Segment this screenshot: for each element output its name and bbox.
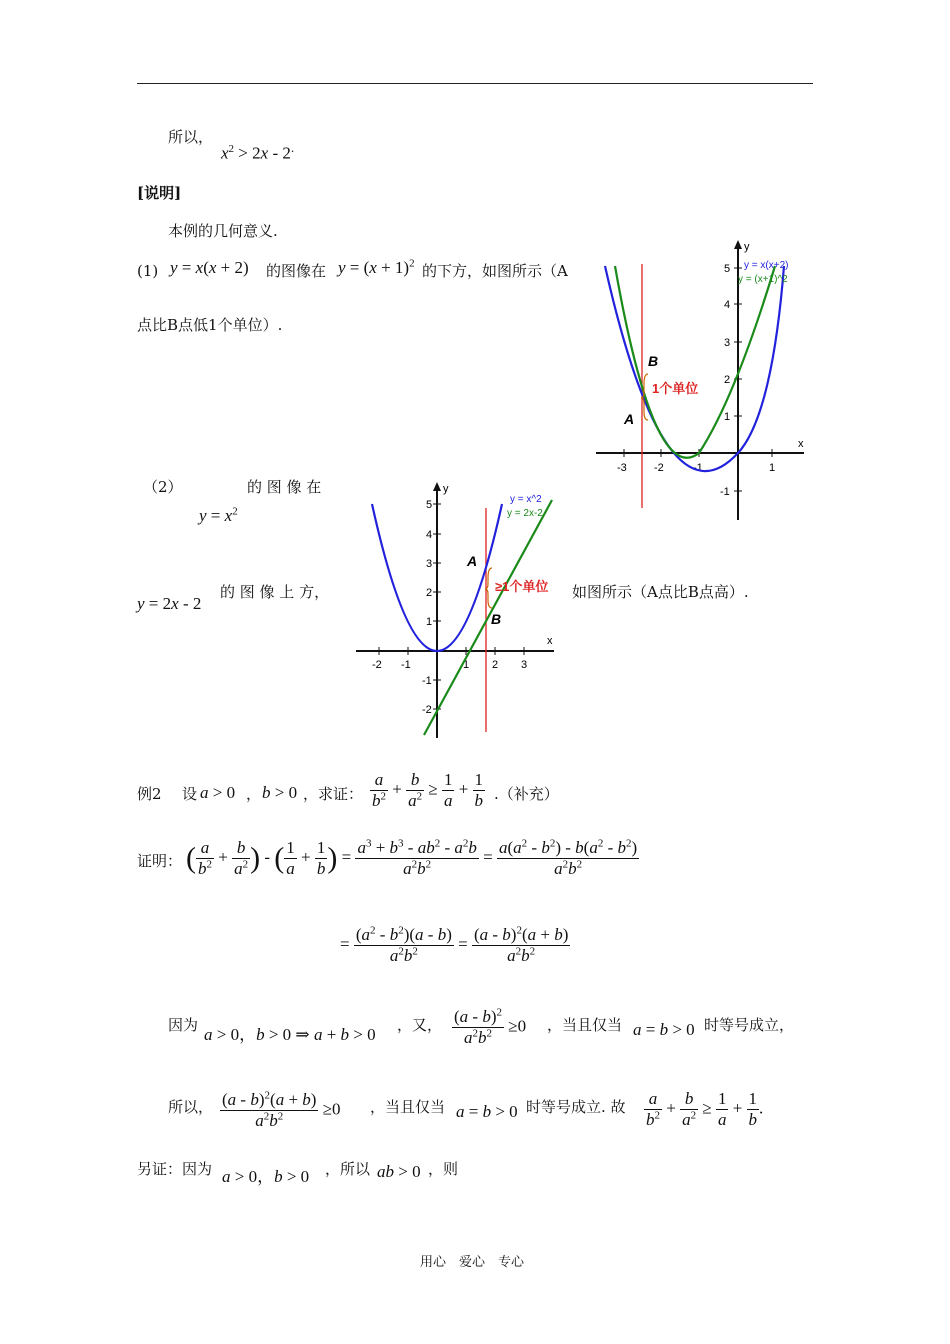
item2-number: （2）: [143, 478, 183, 496]
proof-eq-hold: 时等号成立，: [704, 1016, 795, 1034]
graph1-xtick: -1: [693, 462, 703, 474]
graph1-ytick: -1: [720, 486, 730, 498]
alt-proof-start: 另证：因为: [137, 1160, 213, 1178]
proof-conds: a > 0，b > 0 ⇒ a + b > 0: [204, 1025, 376, 1044]
example2-inequality: $\frac{a}{b^2}$ + $\frac{b}{a^2}$ ≥ $\frac{1}{a}$ + $\frac{1}{b}$: [372, 770, 484, 810]
graph2-point-b: B: [491, 611, 502, 627]
graph1-y-arrow: [734, 240, 742, 249]
graph1-ytick: 3: [724, 337, 731, 349]
line-so-math: $x^2 > 2x - 2^.$: [221, 140, 295, 163]
item1-tail: 的下方，如图所示（A: [422, 262, 568, 280]
graph2-point-a: A: [467, 553, 478, 569]
graph2-y-label: y: [443, 483, 449, 495]
graph2-xtick: -1: [401, 659, 411, 671]
example2-comma2: ，: [303, 785, 319, 803]
graph1-legend-2: y = (x+1)^2: [738, 274, 788, 285]
graph-2: [352, 480, 572, 742]
example2-prove: 求证：: [318, 785, 364, 803]
graph2-ytick: -1: [422, 675, 432, 687]
note-title: [说明]: [137, 184, 182, 202]
item2-tail: 的 图 像 上 方，: [220, 583, 330, 601]
proof-label: 证明：: [137, 852, 183, 870]
item2-mid: 的 图 像 在: [247, 478, 322, 496]
graph1-xtick: 1: [769, 462, 776, 474]
alt-proof-ab: ab > 0: [377, 1162, 421, 1181]
graph2-xtick: 2: [492, 659, 499, 671]
example2-comma: ，: [246, 785, 262, 803]
alt-proof-end: ，则: [428, 1160, 459, 1178]
graph2-ytick: 2: [426, 587, 433, 599]
graph2-xtick: -2: [372, 659, 382, 671]
graph1-curve-2: [615, 266, 775, 458]
proof-iff-2: ，当且仅当: [370, 1098, 446, 1116]
graph1-ytick: 2: [724, 374, 731, 386]
item1-mid: 的图像在: [266, 262, 327, 280]
proof-eq-cond-2: a = b > 0: [456, 1102, 518, 1121]
graph2-ytick: -2: [422, 704, 432, 716]
graph2-y-arrow: [433, 482, 441, 491]
header-rule: [137, 83, 813, 84]
graph2-ytick: 4: [426, 529, 433, 541]
graph1-xtick: -2: [654, 462, 664, 474]
graph2-line-2: [424, 500, 552, 735]
graph2-xtick: 1: [463, 659, 470, 671]
example2-given: 设: [182, 785, 198, 803]
proof-so: 所以，: [168, 1098, 214, 1116]
item2-after-graph: 如图所示（A点比B点高）.: [572, 583, 749, 601]
graph1-ytick: 5: [724, 263, 731, 275]
item2-math-b: y = 2x - 2: [137, 594, 202, 613]
proof-eq-cond: a = b > 0: [633, 1020, 695, 1039]
item1-math-a: y = x(x + 2): [170, 258, 249, 277]
graph1-y-label: y: [744, 241, 750, 253]
proof-iff: ，当且仅当: [547, 1016, 623, 1034]
graph1-x-label: x: [798, 438, 804, 450]
line-so-text: 所以，: [168, 128, 214, 146]
proof-nonneg: $\frac{(a - b)^2}{a^2b^2}$ ≥0: [454, 1006, 527, 1047]
item1-math-b: $y = (x + 1)^2$: [338, 257, 415, 277]
item1-number: (1): [137, 262, 159, 280]
graph1-curve-1: [605, 266, 784, 471]
item2-math-a: $y = x^2$: [199, 505, 238, 525]
page-footer: 用心 爱心 专心: [420, 1255, 525, 1270]
graph1-ytick: 4: [724, 299, 731, 311]
graph2-legend-1: y = x^2: [510, 494, 542, 505]
graph1-ytick: 1: [724, 411, 731, 423]
graph1-xtick: -3: [617, 462, 627, 474]
example2-label: 例2: [137, 785, 162, 803]
item1-line2: 点比B点低1个单位）.: [137, 316, 283, 334]
graph2-unit-label: ≥1个单位: [495, 579, 549, 594]
example2-supplement: .（补充）: [494, 785, 559, 803]
graph2-x-label: x: [547, 635, 553, 647]
example2-cond-a: a > 0: [200, 783, 236, 802]
proof-step-1: ( $\frac{a}{b^2}$ + $\frac{b}{a^2}$ ) - ( $\frac{1}{a}$ + $\frac{1}{b}$ ) = $\frac{a^3 + b^3 - ab^2 - a^2b}{a^2b^2}$ = $\frac{a(a^2 - b^2) - b(a^2 - b^2)}{a^2b^2}$: [186, 837, 638, 878]
proof-because: 因为: [168, 1016, 199, 1034]
graph1-point-b: B: [648, 353, 659, 369]
graph2-ytick: 5: [426, 499, 433, 511]
proof-also: ，又，: [397, 1016, 443, 1034]
graph2-xtick: 3: [521, 659, 528, 671]
example2-cond-b: b > 0: [262, 783, 298, 802]
graph1-legend-1: y = x(x+2): [744, 260, 789, 271]
graph2-ytick: 1: [426, 616, 433, 628]
proof-result: $\frac{(a - b)^2(a + b)}{a^2b^2}$ ≥0: [222, 1089, 341, 1130]
graph1-unit-label: 1个单位: [652, 381, 699, 396]
alt-proof-conds: a > 0，b > 0: [222, 1167, 310, 1186]
note-body: 本例的几何意义.: [168, 222, 278, 240]
graph2-ytick: 3: [426, 558, 433, 570]
proof-conclusion: $\frac{a}{b^2}$ + $\frac{b}{a^2}$ ≥ $\frac{1}{a}$ + $\frac{1}{b}$ .: [646, 1089, 764, 1129]
alt-proof-mid: ，所以: [325, 1160, 371, 1178]
graph1-point-a: A: [624, 411, 635, 427]
proof-step-2: = $\frac{(a^2 - b^2)(a - b)}{a^2b^2}$ = $\frac{(a - b)^2(a + b)}{a^2b^2}$: [340, 924, 569, 965]
proof-eq-hold-2: 时等号成立. 故: [526, 1098, 626, 1116]
graph2-legend-2: y = 2x-2: [507, 508, 543, 519]
graph-1: [592, 238, 818, 528]
